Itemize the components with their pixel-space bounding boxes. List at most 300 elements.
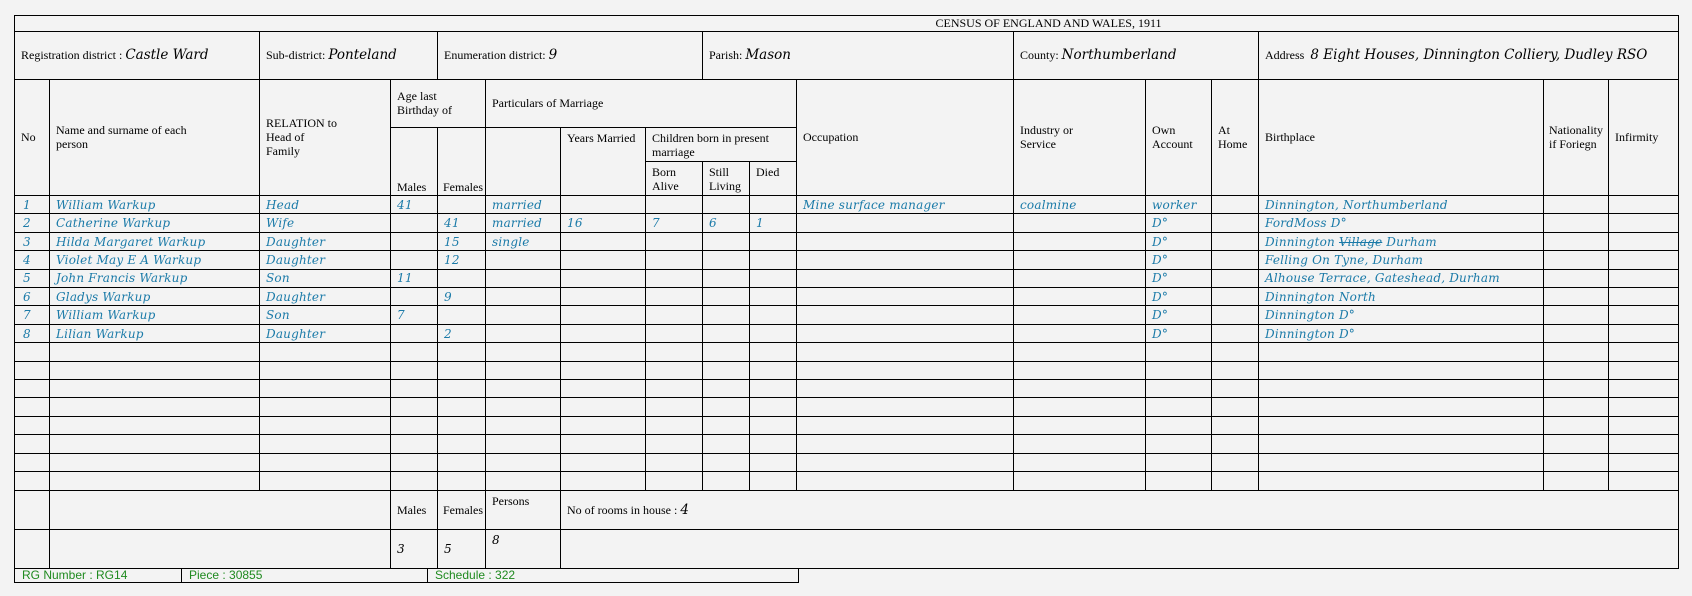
cell-years-married (561, 343, 646, 361)
parish: Parish: Mason (703, 31, 1014, 79)
registration-district: Registration district : Castle Ward (15, 31, 260, 79)
cell-infirmity (1609, 453, 1679, 471)
cell-at-home (1212, 214, 1259, 232)
cell-name (50, 453, 260, 471)
cell-name: Hilda Margaret Warkup (50, 232, 260, 250)
cell-name: William Warkup (50, 306, 260, 324)
cell-male-age (391, 361, 438, 379)
cell-died (750, 398, 797, 416)
cell-born-alive (646, 324, 703, 342)
cell-years-married (561, 196, 646, 214)
cell-nationality (1544, 196, 1609, 214)
cell-infirmity (1609, 251, 1679, 269)
table-row (15, 361, 1679, 379)
cell-birthplace (1259, 269, 1544, 287)
birthplace-text: FordMoss D° (1265, 216, 1347, 231)
cell-born-alive (646, 288, 703, 306)
cell-marital (486, 453, 561, 471)
cell-no (15, 472, 50, 491)
person-rows (15, 196, 1679, 491)
header-name: Name and surname of each person (50, 79, 260, 195)
cell-still-living (703, 343, 750, 361)
cell-relation (260, 416, 391, 434)
header-relation: RELATION to Head of Family (260, 79, 391, 195)
cell-marital (486, 343, 561, 361)
totals-blank (561, 529, 1679, 568)
cell-nationality (1544, 306, 1609, 324)
header-occupation: Occupation (797, 79, 1014, 195)
cell-marital: single (486, 232, 561, 250)
cell-marital (486, 398, 561, 416)
cell-relation (260, 453, 391, 471)
piece-number: Piece : 30855 (182, 568, 428, 583)
cell-no: 4 (15, 251, 50, 269)
cell-died (750, 251, 797, 269)
cell-still-living (703, 361, 750, 379)
header-children: Children born in present marriage (646, 128, 797, 162)
header-no: No (15, 79, 50, 195)
cell-occupation (797, 472, 1014, 491)
sub-district-value: Ponteland (328, 47, 397, 64)
table-row (15, 306, 1679, 324)
schedule-number: Schedule : 322 (428, 568, 799, 583)
cell-birthplace (1259, 398, 1544, 416)
cell-born-alive (646, 232, 703, 250)
cell-nationality (1544, 398, 1609, 416)
cell-male-age (391, 380, 438, 398)
cell-born-alive: 7 (646, 214, 703, 232)
header-died: Died (750, 162, 797, 196)
cell-occupation (797, 343, 1014, 361)
cell-still-living (703, 269, 750, 287)
cell-marital (486, 269, 561, 287)
cell-still-living (703, 251, 750, 269)
cell-birthplace (1259, 361, 1544, 379)
cell-born-alive (646, 435, 703, 453)
cell-at-home (1212, 196, 1259, 214)
cell-died (750, 435, 797, 453)
header-at-home: At Home (1212, 79, 1259, 195)
totals-blank (15, 490, 50, 529)
cell-birthplace (1259, 380, 1544, 398)
cell-died (750, 416, 797, 434)
cell-infirmity (1609, 398, 1679, 416)
table-row (15, 472, 1679, 491)
cell-relation: Daughter (260, 288, 391, 306)
cell-female-age: 41 (438, 214, 486, 232)
cell-occupation (797, 306, 1014, 324)
cell-relation: Daughter (260, 251, 391, 269)
cell-died (750, 269, 797, 287)
cell-marital (486, 361, 561, 379)
table-row (15, 380, 1679, 398)
cell-own-account (1146, 453, 1212, 471)
cell-birthplace (1259, 214, 1544, 232)
address-value: 8 Eight Houses, Dinnington Colliery, Dudley RSO (1310, 47, 1648, 64)
cell-no (15, 361, 50, 379)
cell-still-living (703, 380, 750, 398)
cell-marital: married (486, 214, 561, 232)
cell-name: Catherine Warkup (50, 214, 260, 232)
birthplace-struck-text: Village (1338, 234, 1383, 249)
table-row (15, 214, 1679, 232)
table-row (15, 288, 1679, 306)
cell-nationality (1544, 472, 1609, 491)
table-row (15, 232, 1679, 250)
cell-industry (1014, 361, 1146, 379)
cell-years-married (561, 380, 646, 398)
cell-relation: Son (260, 269, 391, 287)
cell-marital: married (486, 196, 561, 214)
cell-marital (486, 472, 561, 491)
header-still-living: Still Living (703, 162, 750, 196)
cell-nationality (1544, 453, 1609, 471)
cell-at-home (1212, 343, 1259, 361)
totals-persons-value: 8 (486, 529, 561, 568)
cell-died (750, 288, 797, 306)
cell-infirmity (1609, 232, 1679, 250)
cell-infirmity (1609, 214, 1679, 232)
cell-marital (486, 324, 561, 342)
cell-relation: Head (260, 196, 391, 214)
cell-occupation: Mine surface manager (797, 196, 1014, 214)
birthplace-text: Felling On Tyne, Durham (1265, 252, 1424, 267)
cell-died (750, 361, 797, 379)
table-row (15, 453, 1679, 471)
cell-birthplace (1259, 251, 1544, 269)
cell-at-home (1212, 288, 1259, 306)
cell-occupation (797, 324, 1014, 342)
table-row (15, 435, 1679, 453)
header-years-married: Years Married (561, 128, 646, 196)
totals-blank (50, 490, 391, 529)
cell-occupation (797, 361, 1014, 379)
cell-occupation (797, 232, 1014, 250)
footer (14, 568, 799, 583)
cell-female-age (438, 380, 486, 398)
cell-relation: Wife (260, 214, 391, 232)
cell-industry (1014, 472, 1146, 491)
header-age: Age last Birthday of (391, 79, 486, 128)
cell-born-alive (646, 306, 703, 324)
cell-female-age: 9 (438, 288, 486, 306)
cell-occupation (797, 398, 1014, 416)
cell-relation (260, 380, 391, 398)
cell-marital (486, 306, 561, 324)
cell-industry (1014, 269, 1146, 287)
cell-infirmity (1609, 196, 1679, 214)
cell-born-alive (646, 453, 703, 471)
cell-years-married (561, 416, 646, 434)
cell-female-age (438, 453, 486, 471)
cell-own-account (1146, 416, 1212, 434)
cell-occupation (797, 214, 1014, 232)
cell-at-home (1212, 251, 1259, 269)
birthplace-text: Dinnington North (1265, 289, 1376, 304)
cell-years-married (561, 251, 646, 269)
birthplace-text: Dinnington, Northumberland (1265, 197, 1448, 212)
cell-name (50, 416, 260, 434)
cell-nationality (1544, 416, 1609, 434)
cell-still-living (703, 435, 750, 453)
cell-died (750, 343, 797, 361)
county: County: Northumberland (1014, 31, 1259, 79)
cell-no: 6 (15, 288, 50, 306)
cell-birthplace (1259, 288, 1544, 306)
cell-occupation (797, 453, 1014, 471)
cell-years-married (561, 453, 646, 471)
cell-nationality (1544, 361, 1609, 379)
cell-years-married (561, 435, 646, 453)
cell-industry (1014, 214, 1146, 232)
cell-male-age (391, 214, 438, 232)
cell-nationality (1544, 343, 1609, 361)
cell-nationality (1544, 214, 1609, 232)
cell-years-married (561, 232, 646, 250)
cell-own-account: D° (1146, 232, 1212, 250)
cell-at-home (1212, 269, 1259, 287)
cell-nationality (1544, 232, 1609, 250)
table-row (15, 398, 1679, 416)
cell-at-home (1212, 398, 1259, 416)
cell-nationality (1544, 380, 1609, 398)
cell-died (750, 306, 797, 324)
sub-district: Sub-district: Ponteland (260, 31, 438, 79)
cell-male-age (391, 232, 438, 250)
cell-industry (1014, 380, 1146, 398)
cell-nationality (1544, 324, 1609, 342)
cell-birthplace (1259, 343, 1544, 361)
cell-still-living: 6 (703, 214, 750, 232)
cell-died (750, 453, 797, 471)
cell-no (15, 435, 50, 453)
cell-female-age (438, 361, 486, 379)
cell-industry (1014, 324, 1146, 342)
address: Address 8 Eight Houses, Dinnington Colliery, Dudley RSO (1259, 31, 1679, 79)
cell-still-living (703, 416, 750, 434)
cell-birthplace (1259, 453, 1544, 471)
cell-industry (1014, 288, 1146, 306)
cell-industry (1014, 398, 1146, 416)
totals-blank (15, 529, 50, 568)
cell-name: John Francis Warkup (50, 269, 260, 287)
rg-number: RG Number : RG14 (14, 568, 182, 583)
cell-occupation (797, 380, 1014, 398)
cell-no (15, 398, 50, 416)
cell-died: 1 (750, 214, 797, 232)
cell-no: 8 (15, 324, 50, 342)
cell-male-age: 11 (391, 269, 438, 287)
totals-males-value: 3 (391, 529, 438, 568)
cell-male-age (391, 324, 438, 342)
cell-birthplace (1259, 435, 1544, 453)
cell-no (15, 416, 50, 434)
table-row (15, 251, 1679, 269)
cell-male-age: 7 (391, 306, 438, 324)
cell-nationality (1544, 288, 1609, 306)
cell-own-account (1146, 343, 1212, 361)
cell-birthplace (1259, 416, 1544, 434)
cell-name: William Warkup (50, 196, 260, 214)
cell-still-living (703, 398, 750, 416)
cell-name: Lilian Warkup (50, 324, 260, 342)
birthplace-rest-text: Durham (1382, 234, 1437, 249)
cell-infirmity (1609, 269, 1679, 287)
table-row (15, 269, 1679, 287)
cell-own-account: D° (1146, 306, 1212, 324)
birthplace-text: Dinnington D° (1265, 326, 1355, 341)
county-value: Northumberland (1061, 47, 1177, 64)
cell-female-age (438, 343, 486, 361)
cell-birthplace (1259, 306, 1544, 324)
cell-no: 1 (15, 196, 50, 214)
cell-still-living (703, 288, 750, 306)
cell-female-age (438, 269, 486, 287)
census-table (14, 15, 1679, 569)
cell-born-alive (646, 472, 703, 491)
rooms-value: 4 (680, 501, 689, 518)
cell-at-home (1212, 416, 1259, 434)
cell-female-age: 12 (438, 251, 486, 269)
cell-birthplace (1259, 232, 1544, 250)
cell-female-age (438, 416, 486, 434)
parish-value: Mason (745, 47, 791, 64)
cell-male-age (391, 416, 438, 434)
cell-born-alive (646, 196, 703, 214)
birthplace-text: Alhouse Terrace, Gateshead, Durham (1265, 271, 1500, 286)
cell-marital (486, 288, 561, 306)
cell-male-age (391, 288, 438, 306)
cell-born-alive (646, 380, 703, 398)
cell-occupation (797, 251, 1014, 269)
cell-occupation (797, 435, 1014, 453)
header-females: Females (438, 128, 486, 196)
cell-relation (260, 472, 391, 491)
cell-still-living (703, 324, 750, 342)
cell-industry (1014, 343, 1146, 361)
cell-years-married (561, 324, 646, 342)
cell-infirmity (1609, 380, 1679, 398)
table-row (15, 324, 1679, 342)
cell-at-home (1212, 435, 1259, 453)
cell-own-account: worker (1146, 196, 1212, 214)
cell-own-account: D° (1146, 269, 1212, 287)
enumeration-district: Enumeration district: 9 (438, 31, 703, 79)
cell-no (15, 343, 50, 361)
cell-male-age: 41 (391, 196, 438, 214)
registration-district-value: Castle Ward (125, 47, 209, 64)
cell-born-alive (646, 343, 703, 361)
cell-years-married (561, 269, 646, 287)
totals-blank (50, 529, 391, 568)
cell-male-age (391, 435, 438, 453)
header-marital-blank (486, 128, 561, 196)
cell-at-home (1212, 324, 1259, 342)
cell-male-age (391, 453, 438, 471)
cell-name (50, 380, 260, 398)
cell-female-age (438, 472, 486, 491)
cell-own-account (1146, 361, 1212, 379)
cell-born-alive (646, 269, 703, 287)
cell-relation: Daughter (260, 324, 391, 342)
cell-infirmity (1609, 416, 1679, 434)
cell-female-age: 2 (438, 324, 486, 342)
cell-still-living (703, 232, 750, 250)
cell-born-alive (646, 361, 703, 379)
cell-born-alive (646, 398, 703, 416)
totals-persons-label: Persons (486, 490, 561, 529)
cell-male-age (391, 343, 438, 361)
cell-nationality (1544, 269, 1609, 287)
cell-died (750, 196, 797, 214)
cell-born-alive (646, 416, 703, 434)
cell-still-living (703, 196, 750, 214)
cell-own-account: D° (1146, 214, 1212, 232)
cell-male-age (391, 251, 438, 269)
cell-at-home (1212, 232, 1259, 250)
totals-females-label: Females (438, 490, 486, 529)
cell-occupation (797, 288, 1014, 306)
cell-marital (486, 435, 561, 453)
cell-at-home (1212, 380, 1259, 398)
form-title: CENSUS OF ENGLAND AND WALES, 1911 (1146, 16, 1679, 32)
cell-male-age (391, 398, 438, 416)
cell-own-account (1146, 380, 1212, 398)
cell-own-account (1146, 435, 1212, 453)
cell-relation: Daughter (260, 232, 391, 250)
rooms-in-house: No of rooms in house : 4 (561, 490, 1679, 529)
cell-infirmity (1609, 306, 1679, 324)
cell-died (750, 472, 797, 491)
cell-died (750, 232, 797, 250)
cell-no: 7 (15, 306, 50, 324)
cell-no (15, 453, 50, 471)
cell-occupation (797, 269, 1014, 287)
cell-infirmity (1609, 343, 1679, 361)
cell-female-age: 15 (438, 232, 486, 250)
cell-years-married (561, 361, 646, 379)
cell-no (15, 380, 50, 398)
cell-years-married (561, 398, 646, 416)
cell-years-married (561, 288, 646, 306)
cell-died (750, 380, 797, 398)
cell-name (50, 398, 260, 416)
cell-infirmity (1609, 324, 1679, 342)
cell-infirmity (1609, 472, 1679, 491)
cell-at-home (1212, 306, 1259, 324)
cell-birthplace (1259, 472, 1544, 491)
cell-female-age (438, 196, 486, 214)
cell-marital (486, 416, 561, 434)
cell-years-married (561, 472, 646, 491)
cell-infirmity (1609, 288, 1679, 306)
cell-birthplace (1259, 324, 1544, 342)
table-row (15, 196, 1679, 214)
cell-relation (260, 435, 391, 453)
cell-at-home (1212, 472, 1259, 491)
cell-years-married (561, 306, 646, 324)
cell-nationality (1544, 251, 1609, 269)
cell-no: 2 (15, 214, 50, 232)
cell-years-married: 16 (561, 214, 646, 232)
cell-industry (1014, 306, 1146, 324)
cell-industry (1014, 232, 1146, 250)
cell-male-age (391, 472, 438, 491)
cell-female-age (438, 306, 486, 324)
birthplace-text: Dinnington D° (1265, 308, 1355, 323)
cell-name (50, 472, 260, 491)
totals-males-label: Males (391, 490, 438, 529)
